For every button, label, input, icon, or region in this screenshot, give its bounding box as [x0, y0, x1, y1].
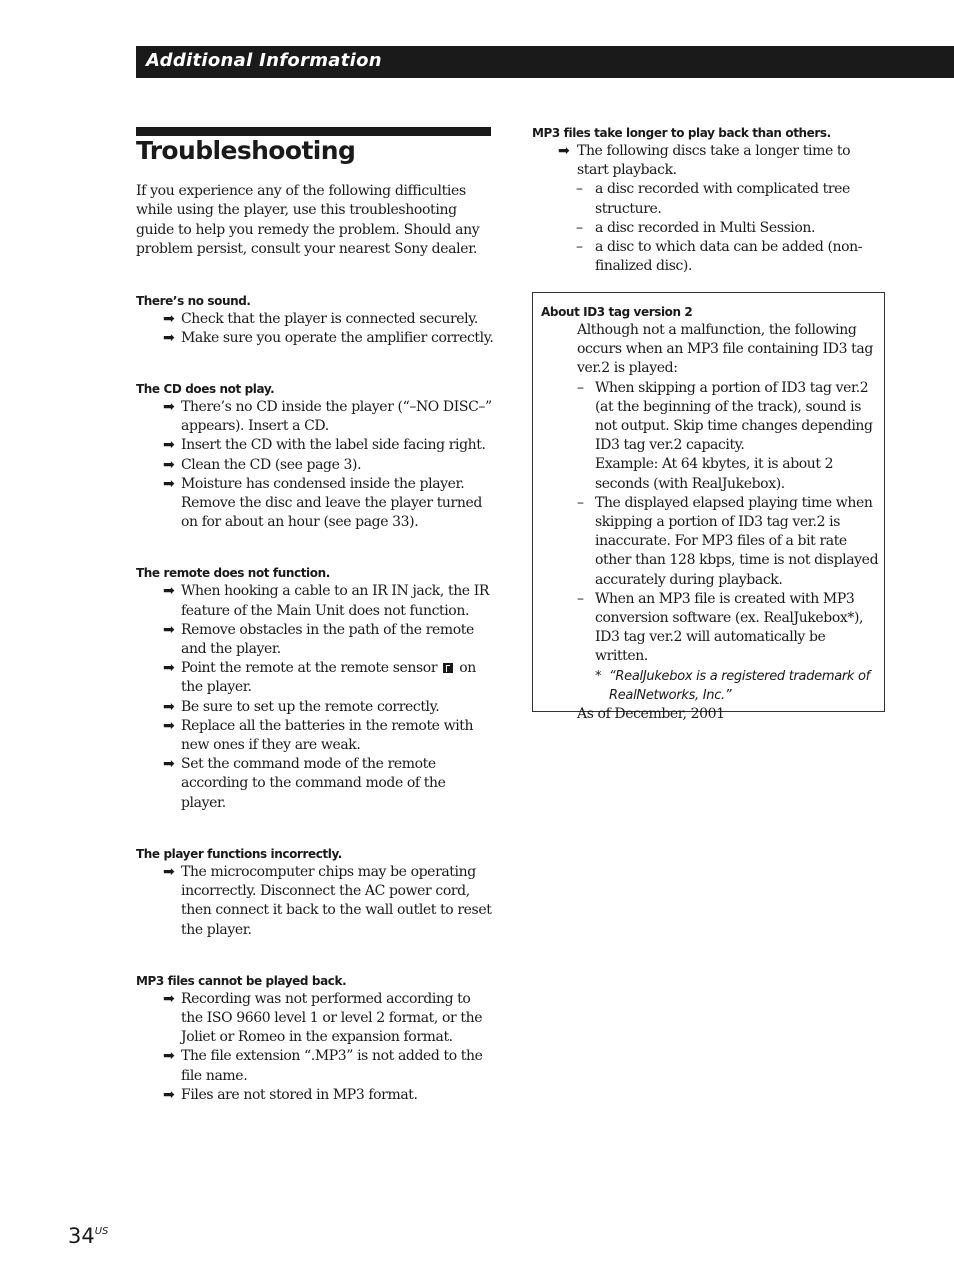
arrow-icon: ➡	[163, 456, 175, 473]
arrow-icon: ➡	[163, 583, 175, 600]
arrow-icon: ➡	[163, 756, 175, 773]
section-heading: The CD does not play.	[136, 382, 275, 397]
arrow-icon: ➡	[163, 329, 175, 346]
arrow-icon: ➡	[163, 990, 175, 1007]
trademark-footnote: * “RealJukebox is a registered trademark of RealNetworks, Inc.”	[595, 668, 870, 703]
box-intro: Although not a malfunction, the following occurs when an MP3 file containing ID3 tag ver.2 is played:	[577, 322, 873, 377]
arrow-icon: ➡	[163, 698, 175, 715]
solution-item: ➡ Clean the CD (see page 3).	[136, 456, 494, 475]
page-title: Troubleshooting	[136, 136, 356, 165]
id3-info-box	[532, 292, 885, 723]
solution-item: ➡ Point the remote at the remote sensor on the player.	[163, 660, 476, 696]
list-item: – a disc to which data can be added (non-finalized disc).	[576, 239, 863, 275]
list-item: – a disc recorded with complicated tree structure.	[576, 181, 850, 217]
arrow-icon: ➡	[163, 310, 175, 327]
solution-item: ➡ Make sure you operate the amplifier correctly.	[136, 329, 494, 348]
list-item: – When an MP3 file is created with MP3 conversion software (ex. RealJukebox*), ID3 tag ver.2 will automatically be written.	[577, 590, 864, 665]
page-region-suffix: US	[94, 1226, 109, 1237]
section-header-bar	[136, 46, 954, 78]
solution-item: ➡ When hooking a cable to an IR IN jack, the IR feature of the Main Unit does not function.	[163, 583, 490, 619]
solution-item: ➡ Check that the player is connected securely.	[136, 310, 494, 329]
arrow-icon: ➡	[163, 621, 175, 638]
section-heading: The remote does not function.	[136, 566, 330, 581]
arrow-icon: ➡	[163, 399, 175, 416]
page-number: $34^{US}$	[68, 1224, 109, 1248]
left-column	[136, 182, 494, 1137]
trouble-section-mp3-slow	[532, 124, 882, 276]
solution-item: ➡ The microcomputer chips may be operating incorrectly. Disconnect the AC power cord, then connect it back to the wall outlet to reset the player.	[163, 863, 492, 938]
trouble-section-remote	[136, 564, 494, 812]
solution-item: ➡ Files are not stored in MP3 format.	[136, 1086, 494, 1105]
solution-item: ➡ Replace all the batteries in the remote with new ones if they are weak.	[163, 717, 474, 754]
section-heading: MP3 files take longer to play back than others.	[532, 126, 831, 140]
arrow-icon: ➡	[163, 437, 175, 454]
solution-item: ➡ Remove obstacles in the path of the remote and the player.	[163, 621, 474, 658]
arrow-icon: ➡	[163, 717, 175, 734]
trouble-section-incorrect	[136, 845, 494, 940]
arrow-icon: ➡	[163, 660, 175, 677]
trouble-section-mp3	[136, 972, 494, 1105]
list-item: – When skipping a portion of ID3 tag ver.2 (at the beginning of the track), sound is not output. Skip time changes depending ID3 tag ver.2 capacity.	[577, 379, 873, 454]
right-column	[532, 124, 882, 308]
intro-paragraph: If you experience any of the following difficulties while using the player, use this troubleshooting guide to help you remedy the problem. Should any problem persist, consult your nearest Sony dealer.	[136, 183, 480, 258]
section-heading: The player functions incorrectly.	[136, 846, 342, 861]
arrow-icon: ➡	[558, 143, 570, 159]
example-note: Example: At 64 kbytes, it is about 2 seconds (with RealJukebox).	[595, 456, 834, 492]
arrow-icon: ➡	[163, 1048, 175, 1065]
arrow-icon: ➡	[163, 475, 175, 492]
list-item: – a disc recorded in Multi Session.	[576, 219, 816, 236]
list-item: – The displayed elapsed playing time when skipping a portion of ID3 tag ver.2 is inaccurate. For MP3 files of a bit rate other than 128 kbps, time is not displayed accurately during playback.	[577, 494, 879, 588]
section-heading: There’s no sound.	[136, 293, 251, 308]
arrow-icon: ➡	[163, 863, 175, 880]
box-heading: About ID3 tag version 2	[541, 305, 693, 319]
solution-item: ➡ Insert the CD with the label side facing right.	[136, 436, 494, 455]
solution-item: ➡ The following discs take a longer time to start playback.	[558, 143, 851, 179]
trouble-section-cd-not-play	[136, 380, 494, 532]
solution-item: ➡ There’s no CD inside the player (“–NO DISC–” appears). Insert a CD.	[163, 399, 492, 435]
section-title: Additional Information	[146, 50, 382, 71]
solution-item: ➡ Recording was not performed according to the ISO 9660 level 1 or level 2 format, or the Joliet or Romeo in the expansion format.	[163, 990, 483, 1046]
arrow-icon: ➡	[163, 1086, 175, 1103]
solution-item: ➡ Be sure to set up the remote correctly.	[136, 698, 494, 717]
trouble-section-no-sound	[136, 292, 494, 348]
remote-sensor-icon	[443, 663, 453, 673]
section-heading: MP3 files cannot be played back.	[136, 973, 347, 988]
date-note: As of December, 2001	[577, 706, 725, 723]
title-rule	[136, 127, 491, 136]
solution-item: ➡ Set the command mode of the remote according to the command mode of the player.	[163, 756, 446, 811]
solution-item: ➡ Moisture has condensed inside the player. Remove the disc and leave the player turned on for about an hour (see page 33).	[163, 475, 482, 531]
solution-item: ➡ The file extension “.MP3” is not added to the file name.	[163, 1048, 483, 1084]
